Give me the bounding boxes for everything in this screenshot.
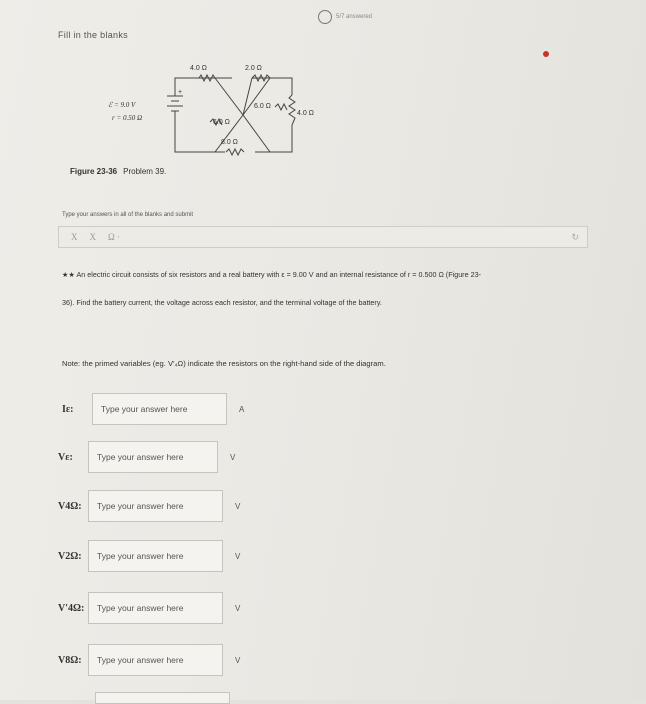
answer-label: V4Ω: <box>58 500 82 512</box>
label-r-top-left: 4.0 Ω <box>190 65 207 72</box>
answer-label: V2Ω: <box>58 550 82 562</box>
answer-row-v4-prime <box>58 592 240 624</box>
formatting-toolbar <box>58 226 588 248</box>
emf-label: ℰ = 9.0 V <box>108 101 136 109</box>
answer-input-v2[interactable]: Type your answer here <box>88 540 223 572</box>
answer-row-battery-current <box>62 393 244 425</box>
answer-input-v8[interactable]: Type your answer here <box>88 644 223 676</box>
unit-label: V <box>235 501 241 511</box>
figure-caption <box>70 167 166 176</box>
problem-statement <box>62 270 602 325</box>
answer-input-terminal-voltage[interactable]: Type your answer here <box>88 441 218 473</box>
label-r-top-right: 2.0 Ω <box>245 65 262 72</box>
answer-label: Iε: <box>62 403 74 415</box>
note-text: Note: the primed variables (eg. V′₄Ω) indicate the resistors on the right-hand side of the diagram. <box>62 359 386 368</box>
unit-label: V <box>235 655 241 665</box>
answer-input-battery-current[interactable]: Type your answer here <box>92 393 227 425</box>
label-r-middle: 8.0 Ω <box>221 139 238 146</box>
resistor-4-right <box>289 95 295 125</box>
plus-sign: + <box>178 89 183 96</box>
resistor-8 <box>226 149 244 155</box>
figure-caption-normal: Problem 39. <box>123 167 167 176</box>
unit-label: V <box>235 603 241 613</box>
instruction-text: Type your answers in all of the blanks and submit <box>62 212 194 218</box>
subscript-button[interactable]: X <box>71 232 78 242</box>
status-text: 5/7 answered <box>336 14 373 20</box>
unit-label: V <box>235 551 241 561</box>
problem-line-2: 36). Find the battery current, the voltage across each resistor, and the terminal voltage of the battery. <box>62 297 382 307</box>
problem-line-1: ★★ An electric circuit consists of six resistors and a real battery with ε = 9.00 V and an internal resistance of r = 0.500 Ω (Figure 23- <box>62 270 481 279</box>
internal-resistance-label: r = 0.50 Ω <box>112 114 143 122</box>
resistor-6-right <box>275 104 287 110</box>
answer-row-v2 <box>58 540 240 572</box>
label-r-right-vertical: 4.0 Ω <box>297 110 314 117</box>
superscript-button[interactable]: X <box>89 232 96 242</box>
section-title: Fill in the blanks <box>58 30 128 40</box>
unit-label: V <box>230 452 236 462</box>
wire-left-bottom <box>175 124 215 152</box>
answer-label: V′4Ω: <box>58 602 85 614</box>
answer-label: V8Ω: <box>58 654 82 666</box>
label-r-left-diag: 6.0 Ω <box>213 119 230 126</box>
unit-label: A <box>239 404 245 414</box>
answer-input-v4-prime[interactable]: Type your answer here <box>88 592 223 624</box>
answer-row-terminal-voltage <box>58 441 235 473</box>
answer-input-next[interactable] <box>95 692 230 704</box>
answer-label: Vε: <box>58 451 73 463</box>
answer-input-v4[interactable]: Type your answer here <box>88 490 223 522</box>
answer-row-v4 <box>58 490 240 522</box>
figure-caption-bold: Figure 23-36 <box>70 167 118 176</box>
wire-left-diag <box>215 78 243 115</box>
omega-symbol-button[interactable]: Ω · <box>108 232 120 242</box>
label-r-right-diag: 6.0 Ω <box>254 103 271 110</box>
refresh-icon[interactable]: ↻ <box>571 232 579 242</box>
answer-row-v8 <box>58 644 240 676</box>
